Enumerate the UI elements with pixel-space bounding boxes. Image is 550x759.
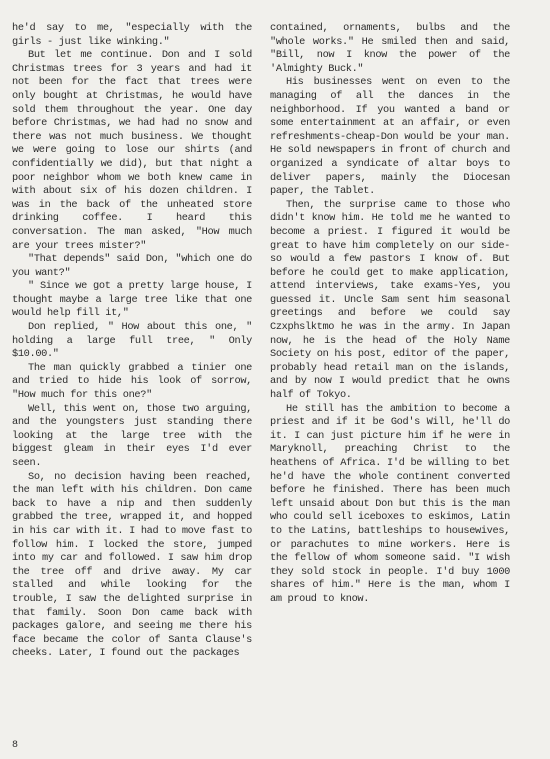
- paragraph: He still has the ambition to become a priest and if it be God's Will, he'll do it. I can just picture him if he were in Maryknoll, preaching Christ to the heathens of Africa. I'd be willing to bet he'd have the whole continent converted before he finished. There has been much left unsaid about Don but this is the man who could sell iceboxes to eskimos, Latin to the Latins, battleships to housewives, or parachutes to mine workers. Here is the fellow of whom someone said. "I wish they sold stock in people. I'd buy 1000 shares of him." Here is the man, whom I am proud to know.: [270, 402, 510, 605]
- paragraph: " Since we got a pretty large house, I thought maybe a large tree like that one would help fill it,": [12, 280, 252, 320]
- right-text-column: [270, 22, 510, 607]
- paragraph: Well, this went on, those two arguing, and the youngsters just standing there looking at the large tree with the biggest gleam in their eyes I'd ever seen.: [12, 402, 252, 469]
- paragraph: So, no decision having been reached, the man left with his children. Don came back to have a nip and then suddenly grabbed the tree, wrapped it, and hopped in his car with it. I had to move fast to follow him. I locked the store, jumped into my car and followed. I saw him drop the tree off and drive away. My car stalled and while looking for the trouble, I saw the delighted surprise in that family. Soon Don came back with packages galore, and seeing me there his face became the color of Santa Clause's cheeks. Later, I found out the packages: [12, 470, 252, 660]
- paragraph: But let me continue. Don and I sold Christmas trees for 3 years and had it not been for the fact that trees were only bought at Christmas, he would have sold them throughout the year. One day before Christmas, we had had no snow and there was not much business. We thought we were going to lose our shirts (and confidentially we did), but that night a poor neighbor whom we both knew came in with about six of his dozen children. I was in the back of the unheated store drinking coffee. I heard this conversation. The man asked, "How much are your trees mister?": [12, 49, 252, 252]
- paragraph: "That depends" said Don, "which one do you want?": [12, 253, 252, 279]
- page-number: 8: [12, 740, 19, 751]
- paragraph: he'd say to me, "especially with the girls - just like winking.": [12, 22, 252, 48]
- paragraph: contained, ornaments, bulbs and the "whole works." He smiled then and said, "Bill, now I know the power of the 'Almighty Buck.": [270, 22, 510, 75]
- paragraph: Then, the surprise came to those who didn't know him. He told me he wanted to become a priest. I figured it would be great to have him completely on our side-so would a few pastors I know of. But before he could get to make application, attend interviews, take exams-Yes, you guessed it. Uncle Sam sent him seasonal greetings and before we could say Czxphslktmo he was in the army. In Japan now, he is the head of the Holy Name Society on his post, editor of the paper, probably head retail man on the islands, and by now I would predict that he owns half of Tokyo.: [270, 198, 510, 402]
- paragraph: His businesses went on even to the managing of all the dances in the neighborhood. If you wanted a band or some entertainment at an affair, or even refreshments-cheap-Don would be your man. He sold newspapers in front of church and organized a syndicate of altar boys to deliver papers, mainly the Diocesan paper, the Tablet.: [270, 76, 510, 198]
- left-text-column: [12, 22, 252, 661]
- paragraph: The man quickly grabbed a tinier one and tried to hide his look of sorrow, "How much for this one?": [12, 361, 252, 402]
- paragraph: Don replied, " How about this one, " holding a large full tree, " Only $10.00.": [12, 321, 252, 361]
